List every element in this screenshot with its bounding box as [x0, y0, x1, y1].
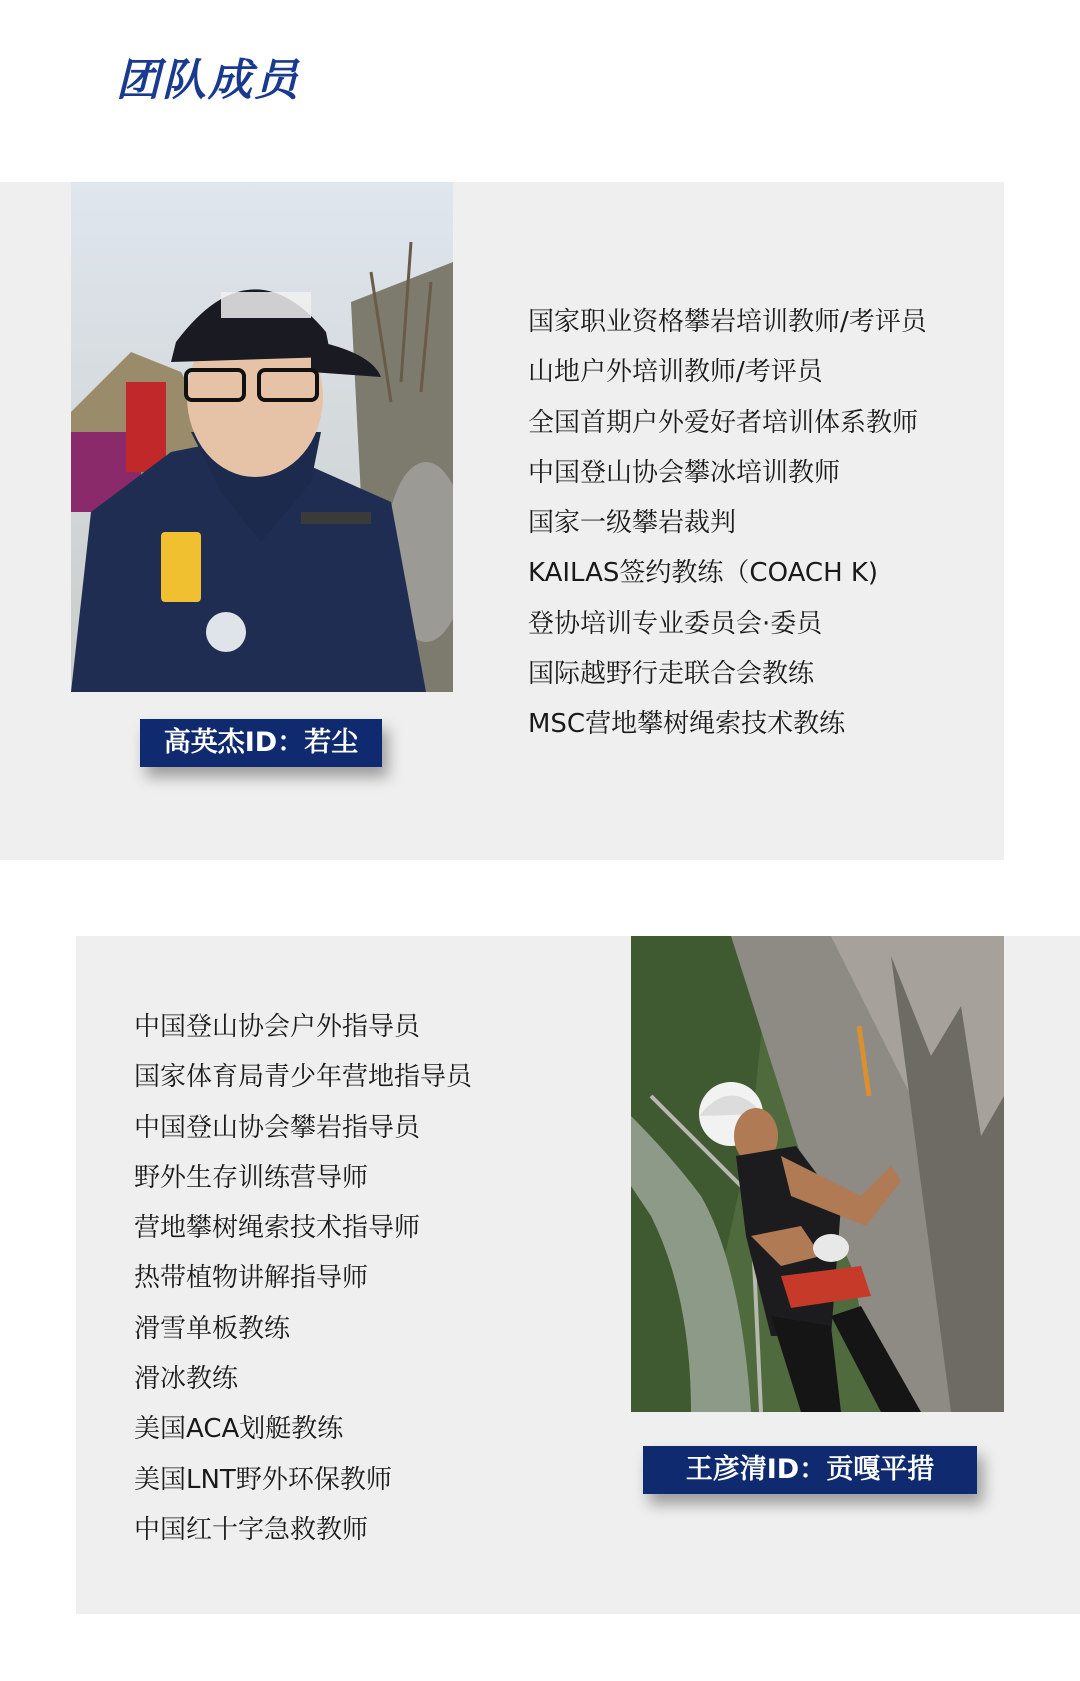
credential-item: 营地攀树绳索技术指导师: [134, 1213, 421, 1244]
climbing-photo: [631, 936, 1004, 1412]
credential-item: 美国LNT野外环保教师: [134, 1464, 392, 1495]
credential-item: 国家体育局青少年营地指导员: [134, 1062, 473, 1093]
member-name-tag: 王彦清ID：贡嘎平措: [643, 1446, 977, 1494]
credential-item: 国家职业资格攀岩培训教师/考评员: [528, 307, 927, 337]
credential-item: 中国红十字急救教师: [134, 1514, 369, 1545]
credential-item: 野外生存训练营导师: [134, 1162, 369, 1193]
credential-item: 国家一级攀岩裁判: [528, 508, 737, 539]
credential-item: 全国首期户外爱好者培训体系教师: [528, 407, 919, 438]
member-name-tag: 高英杰ID：若尘: [140, 719, 382, 767]
credential-list: [134, 1002, 472, 1555]
credential-item: 山地户外培训教师/考评员: [528, 357, 823, 388]
credential-item: 美国ACA划艇教练: [134, 1414, 344, 1445]
portrait-photo: [71, 182, 453, 692]
credential-item: 滑雪单板教练: [134, 1313, 291, 1344]
credential-item: 中国登山协会攀岩指导员: [134, 1112, 421, 1143]
credential-item: KAILAS签约教练（COACH K): [528, 558, 879, 589]
credential-item: 登协培训专业委员会·委员: [528, 608, 823, 639]
credential-item: 热带植物讲解指导师: [134, 1263, 369, 1294]
credential-item: 中国登山协会户外指导员: [134, 1012, 421, 1042]
credential-item: 中国登山协会攀冰培训教师: [528, 457, 841, 488]
credential-item: 国际越野行走联合会教练: [528, 659, 815, 690]
page-title: 团队成员: [116, 55, 300, 106]
credential-item: MSC营地攀树绳索技术教练: [528, 709, 846, 740]
credential-item: 滑冰教练: [134, 1364, 239, 1395]
credential-list: [528, 297, 927, 750]
